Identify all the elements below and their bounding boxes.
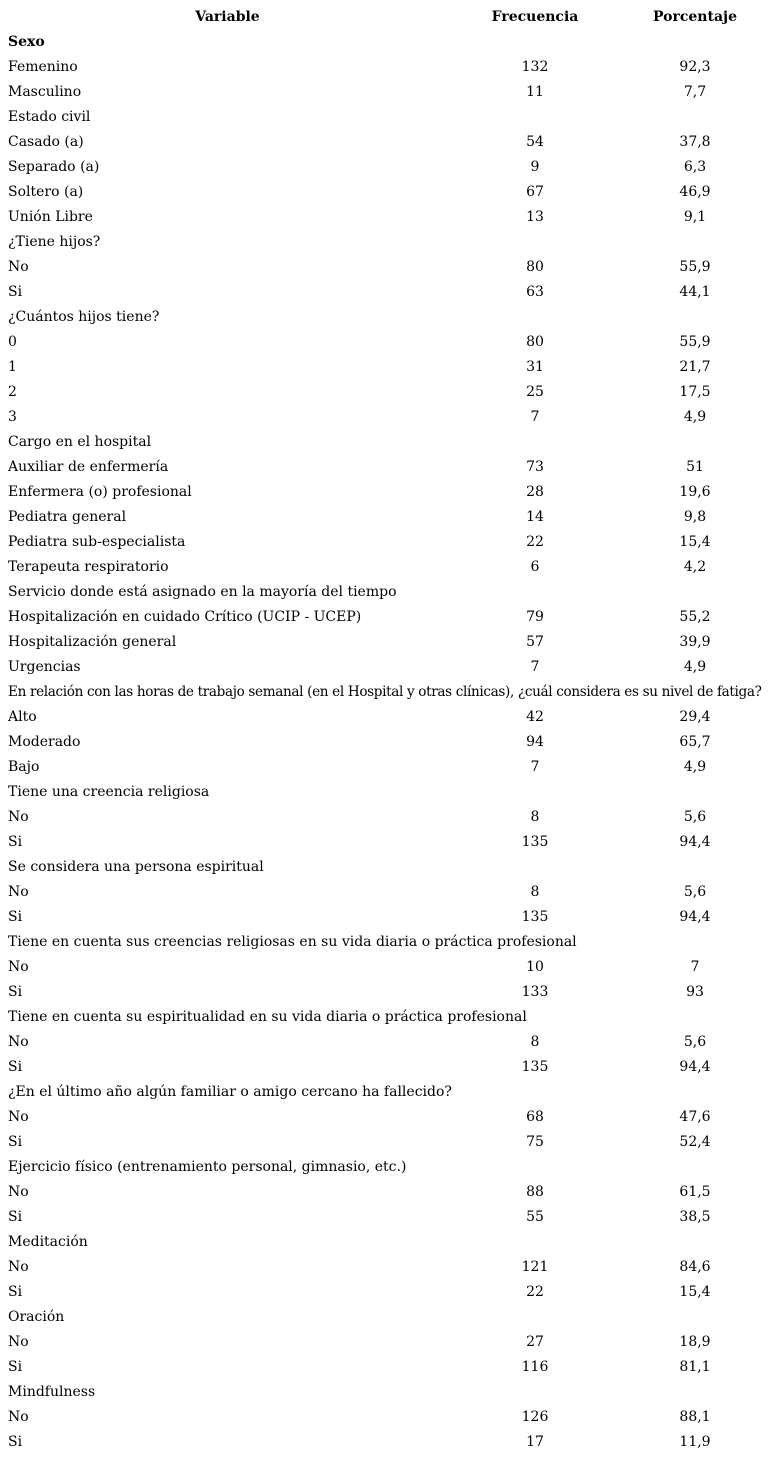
row-frequency: 10 xyxy=(526,959,544,975)
row-percentage: 52,4 xyxy=(679,1134,711,1150)
row-label: Si xyxy=(8,1134,23,1150)
table-row xyxy=(0,955,781,980)
row-label: Si xyxy=(8,1359,23,1375)
row-frequency: 13 xyxy=(526,209,544,225)
row-label: Si xyxy=(8,1284,23,1300)
row-frequency: 7 xyxy=(530,409,540,425)
table-group-row xyxy=(0,780,781,805)
row-percentage: 44,1 xyxy=(679,284,711,300)
header-frequency: Frecuencia xyxy=(491,9,579,25)
row-label: 0 xyxy=(8,334,17,350)
table-row xyxy=(0,255,781,280)
table-row xyxy=(0,280,781,305)
table-body xyxy=(0,30,781,1455)
row-label: Tiene una creencia religiosa xyxy=(8,784,210,800)
row-frequency: 14 xyxy=(526,509,544,525)
row-percentage: 55,2 xyxy=(679,609,711,625)
row-percentage: 4,2 xyxy=(683,559,707,575)
row-percentage: 93 xyxy=(686,984,704,1000)
table-row xyxy=(0,830,781,855)
row-percentage: 4,9 xyxy=(683,759,707,775)
row-percentage: 84,6 xyxy=(679,1259,711,1275)
row-label: Cargo en el hospital xyxy=(8,434,152,450)
row-label: No xyxy=(8,1409,29,1425)
row-percentage: 39,9 xyxy=(679,634,711,650)
header-percentage: Porcentaje xyxy=(653,9,737,25)
row-percentage: 47,6 xyxy=(679,1109,711,1125)
row-percentage: 65,7 xyxy=(679,734,711,750)
table-group-row xyxy=(0,1005,781,1030)
row-percentage: 7,7 xyxy=(683,84,707,100)
row-frequency: 63 xyxy=(526,284,544,300)
row-label: Si xyxy=(8,1059,23,1075)
row-label: No xyxy=(8,1334,29,1350)
table-group-row xyxy=(0,855,781,880)
row-percentage: 6,3 xyxy=(683,159,707,175)
row-frequency: 8 xyxy=(530,1034,540,1050)
table-group-row xyxy=(0,1080,781,1105)
row-label: Femenino xyxy=(8,59,78,75)
row-frequency: 22 xyxy=(526,534,544,550)
table-group-row xyxy=(0,1155,781,1180)
row-frequency: 7 xyxy=(530,659,540,675)
table-group-row xyxy=(0,930,781,955)
table-row xyxy=(0,1180,781,1205)
table-group-row xyxy=(0,680,781,705)
row-frequency: 28 xyxy=(526,484,544,500)
row-label: No xyxy=(8,1034,29,1050)
header-variable: Variable xyxy=(195,9,260,25)
row-label: No xyxy=(8,959,29,975)
row-label: Casado (a) xyxy=(8,134,84,150)
row-percentage: 55,9 xyxy=(679,259,711,275)
table-row xyxy=(0,205,781,230)
table-group-row xyxy=(0,105,781,130)
row-percentage: 94,4 xyxy=(679,909,711,925)
table-row xyxy=(0,630,781,655)
row-frequency: 126 xyxy=(521,1409,549,1425)
row-percentage: 15,4 xyxy=(679,534,711,550)
row-frequency: 57 xyxy=(526,634,544,650)
row-label: Auxiliar de enfermería xyxy=(8,459,169,475)
row-percentage: 38,5 xyxy=(679,1209,711,1225)
row-label: Pediatra sub-especialista xyxy=(8,534,186,550)
row-label: Separado (a) xyxy=(8,159,100,175)
row-frequency: 135 xyxy=(521,909,549,925)
table-row xyxy=(0,355,781,380)
row-percentage: 46,9 xyxy=(679,184,711,200)
table-row xyxy=(0,1055,781,1080)
table-row xyxy=(0,55,781,80)
row-label: Unión Libre xyxy=(8,209,93,225)
table-group-row xyxy=(0,430,781,455)
row-percentage: 7 xyxy=(690,959,700,975)
row-percentage: 92,3 xyxy=(679,59,711,75)
row-label: No xyxy=(8,1259,29,1275)
row-frequency: 79 xyxy=(526,609,544,625)
row-label: Estado civil xyxy=(8,109,91,125)
table-row xyxy=(0,605,781,630)
row-frequency: 135 xyxy=(521,834,549,850)
row-percentage: 4,9 xyxy=(683,409,707,425)
row-frequency: 132 xyxy=(521,59,549,75)
table-row xyxy=(0,1430,781,1455)
row-label: No xyxy=(8,809,29,825)
table-row xyxy=(0,805,781,830)
row-label: Hospitalización en cuidado Crítico (UCIP - UCEP) xyxy=(8,609,362,625)
row-label: Meditación xyxy=(8,1234,88,1250)
table-header-row xyxy=(0,4,781,30)
row-label: 1 xyxy=(8,359,17,375)
row-frequency: 135 xyxy=(521,1059,549,1075)
table-group-row xyxy=(0,1305,781,1330)
row-frequency: 75 xyxy=(526,1134,544,1150)
table-row xyxy=(0,1405,781,1430)
table-row xyxy=(0,505,781,530)
row-label: Hospitalización general xyxy=(8,634,177,650)
row-label: Tiene en cuenta su espiritualidad en su vida diaria o práctica profesional xyxy=(8,1009,527,1025)
table-row xyxy=(0,1330,781,1355)
table-row xyxy=(0,455,781,480)
row-label: Si xyxy=(8,284,23,300)
row-frequency: 22 xyxy=(526,1284,544,1300)
row-frequency: 6 xyxy=(530,559,540,575)
row-frequency: 73 xyxy=(526,459,544,475)
row-frequency: 121 xyxy=(521,1259,549,1275)
row-label: Tiene en cuenta sus creencias religiosas en su vida diaria o práctica profesional xyxy=(8,934,577,950)
row-label: Si xyxy=(8,834,23,850)
row-percentage: 81,1 xyxy=(679,1359,711,1375)
row-label: Mindfulness xyxy=(8,1384,96,1400)
table-group-row xyxy=(0,1230,781,1255)
table-row xyxy=(0,980,781,1005)
row-label: No xyxy=(8,884,29,900)
table-row xyxy=(0,655,781,680)
row-percentage: 61,5 xyxy=(679,1184,711,1200)
row-frequency: 67 xyxy=(526,184,544,200)
row-frequency: 54 xyxy=(526,134,544,150)
row-label: Se considera una persona espiritual xyxy=(8,859,264,875)
row-label: Alto xyxy=(8,709,37,725)
row-percentage: 94,4 xyxy=(679,834,711,850)
table-row xyxy=(0,730,781,755)
row-percentage: 88,1 xyxy=(679,1409,711,1425)
table-row xyxy=(0,155,781,180)
row-frequency: 8 xyxy=(530,884,540,900)
table-row xyxy=(0,130,781,155)
row-frequency: 88 xyxy=(526,1184,544,1200)
row-percentage: 15,4 xyxy=(679,1284,711,1300)
table-row xyxy=(0,1105,781,1130)
row-percentage: 37,8 xyxy=(679,134,711,150)
row-percentage: 5,6 xyxy=(683,884,707,900)
table-group-row xyxy=(0,580,781,605)
row-label: Urgencias xyxy=(8,659,81,675)
table-row xyxy=(0,1255,781,1280)
row-frequency: 27 xyxy=(526,1334,544,1350)
table-row xyxy=(0,880,781,905)
row-percentage: 94,4 xyxy=(679,1059,711,1075)
row-percentage: 29,4 xyxy=(679,709,711,725)
table-row xyxy=(0,705,781,730)
row-percentage: 18,9 xyxy=(679,1334,711,1350)
table-row xyxy=(0,1030,781,1055)
row-label: ¿Tiene hijos? xyxy=(8,234,101,250)
row-label: No xyxy=(8,259,29,275)
row-label: Terapeuta respiratorio xyxy=(8,559,169,575)
row-label: No xyxy=(8,1109,29,1125)
table-group-row xyxy=(0,30,781,55)
row-label: Si xyxy=(8,984,23,1000)
row-label: Si xyxy=(8,1209,23,1225)
row-label: Ejercicio físico (entrenamiento personal, gimnasio, etc.) xyxy=(8,1159,407,1175)
row-frequency: 31 xyxy=(526,359,544,375)
row-frequency: 80 xyxy=(526,259,544,275)
row-label: 2 xyxy=(8,384,17,400)
table-row xyxy=(0,530,781,555)
table-row xyxy=(0,380,781,405)
row-frequency: 80 xyxy=(526,334,544,350)
table-row xyxy=(0,1205,781,1230)
row-label: Servicio donde está asignado en la mayoría del tiempo xyxy=(8,584,397,600)
row-percentage: 55,9 xyxy=(679,334,711,350)
row-label: ¿En el último año algún familiar o amigo cercano ha fallecido? xyxy=(8,1084,452,1100)
row-label: Si xyxy=(8,1434,23,1450)
row-percentage: 5,6 xyxy=(683,809,707,825)
row-percentage: 9,8 xyxy=(683,509,707,525)
row-percentage: 11,9 xyxy=(679,1434,711,1450)
row-frequency: 55 xyxy=(526,1209,544,1225)
row-percentage: 4,9 xyxy=(683,659,707,675)
row-frequency: 133 xyxy=(521,984,549,1000)
row-percentage: 19,6 xyxy=(679,484,711,500)
row-frequency: 42 xyxy=(526,709,544,725)
row-label: No xyxy=(8,1184,29,1200)
row-label: Sexo xyxy=(8,34,45,50)
row-label: Bajo xyxy=(8,759,40,775)
table-row xyxy=(0,1280,781,1305)
row-frequency: 7 xyxy=(530,759,540,775)
table-row xyxy=(0,80,781,105)
row-label: Soltero (a) xyxy=(8,184,84,200)
table-group-row xyxy=(0,230,781,255)
row-label: Oración xyxy=(8,1309,65,1325)
table-row xyxy=(0,905,781,930)
row-percentage: 21,7 xyxy=(679,359,711,375)
row-frequency: 25 xyxy=(526,384,544,400)
row-label: Moderado xyxy=(8,734,81,750)
data-table xyxy=(0,4,781,1455)
row-frequency: 68 xyxy=(526,1109,544,1125)
row-frequency: 17 xyxy=(526,1434,544,1450)
row-label: 3 xyxy=(8,409,17,425)
row-label: ¿Cuántos hijos tiene? xyxy=(8,309,160,325)
row-frequency: 116 xyxy=(521,1359,549,1375)
table-row xyxy=(0,405,781,430)
row-frequency: 94 xyxy=(526,734,544,750)
row-percentage: 9,1 xyxy=(683,209,707,225)
row-percentage: 5,6 xyxy=(683,1034,707,1050)
table-row xyxy=(0,555,781,580)
table-row xyxy=(0,180,781,205)
row-label: Masculino xyxy=(8,84,82,100)
table-group-row xyxy=(0,1380,781,1405)
row-frequency: 8 xyxy=(530,809,540,825)
table-row xyxy=(0,330,781,355)
table-row xyxy=(0,480,781,505)
table-row xyxy=(0,1355,781,1380)
row-frequency: 11 xyxy=(526,84,544,100)
table-row xyxy=(0,1130,781,1155)
row-percentage: 17,5 xyxy=(679,384,711,400)
row-label: Si xyxy=(8,909,23,925)
table-group-row xyxy=(0,305,781,330)
row-label: Pediatra general xyxy=(8,509,127,525)
row-percentage: 51 xyxy=(686,459,704,475)
row-label: En relación con las horas de trabajo semanal (en el Hospital y otras clínicas), ¿cuál considera es su nivel de fatiga? xyxy=(8,684,762,700)
table-row xyxy=(0,755,781,780)
row-frequency: 9 xyxy=(530,159,540,175)
row-label: Enfermera (o) profesional xyxy=(8,484,192,500)
